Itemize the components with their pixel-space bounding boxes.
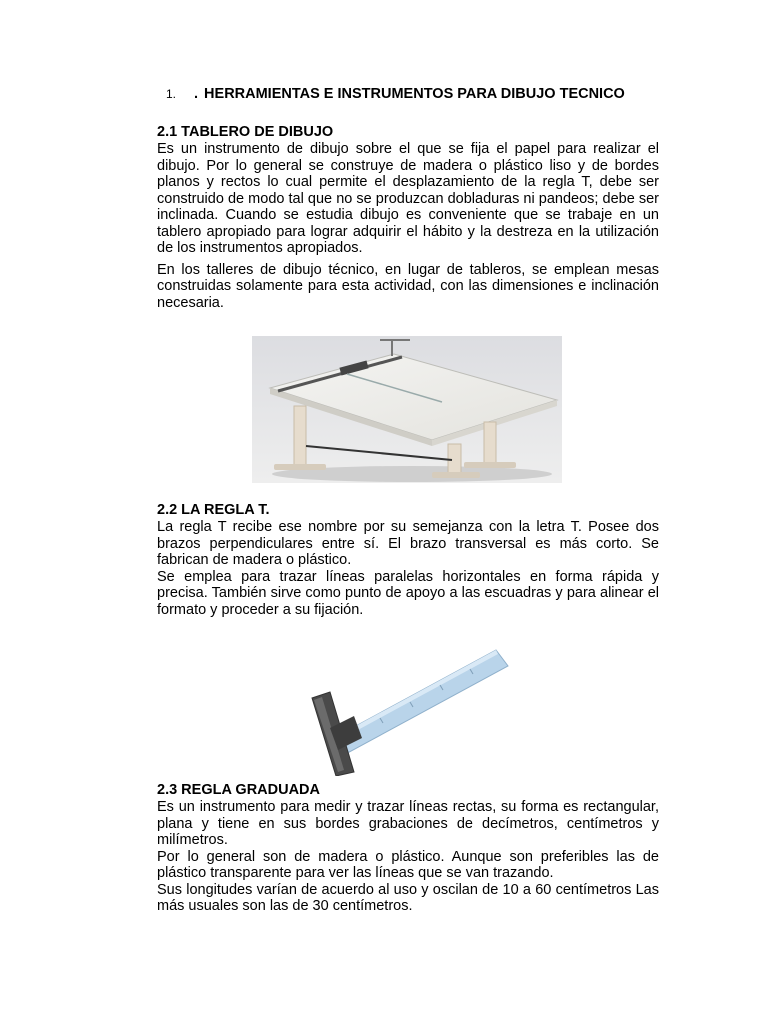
section-paragraph: Es un instrumento de dibujo sobre el que se fija el papel para realizar el dibujo. Por lo general se construye de madera o plástico liso y de bordes planos y rectos lo cual permite el desplazamiento de la regla T, debe ser construido de modo tal que no se produzcan dobladuras ni pandeos; debe ser inclinada. Cuando se estudia dibujo es conveniente que se trabaje en un tablero apropiado para lograr adquirir el hábito y la destreza en la utilización de los instrumentos apropiados.	[157, 141, 659, 256]
section-heading: 2.2 LA REGLA T.	[157, 502, 270, 518]
section-paragraph: Por lo general son de madera o plástico. Aunque son preferibles las de plástico transparente para ver las líneas que se van trazando.	[157, 848, 659, 881]
section-paragraph: Se emplea para trazar líneas paralelas horizontales en forma rápida y precisa. También sirve como punto de apoyo a las escuadras y para alinear el formato y proceder a su fijación.	[157, 568, 659, 618]
section-regla-t	[157, 502, 659, 618]
section-paragraph: Sus longitudes varían de acuerdo al uso y oscilan de 10 a 60 centímetros Las más usuales son las de 30 centímetros.	[157, 881, 659, 914]
section-paragraph: En los talleres de dibujo técnico, en lugar de tableros, se emplean mesas construidas solamente para esta actividad, con las dimensiones e inclinación necesaria.	[157, 261, 659, 311]
document-title	[166, 86, 686, 102]
section-paragraph: Es un instrumento para medir y trazar líneas rectas, su forma es rectangular, plana y tiene en sus bordes grabaciones de decímetros, centímetros y milímetros.	[157, 799, 659, 848]
title-text: HERRAMIENTAS E INSTRUMENTOS PARA DIBUJO TECNICO	[204, 86, 625, 102]
section-tablero	[157, 124, 659, 311]
section-paragraph: La regla T recibe ese nombre por su semejanza con la letra T. Posee dos brazos perpendiculares entre sí. El brazo transversal es más corto. Se fabrican de madera o plástico.	[157, 519, 659, 568]
t-square-image	[300, 640, 512, 776]
section-heading: 2.1 TABLERO DE DIBUJO	[157, 124, 334, 140]
title-number: 1.	[166, 87, 177, 101]
section-regla-graduada	[157, 782, 659, 915]
drafting-table-image	[252, 336, 562, 483]
title-dot: .	[194, 86, 199, 102]
section-heading: 2.3 REGLA GRADUADA	[157, 782, 321, 798]
